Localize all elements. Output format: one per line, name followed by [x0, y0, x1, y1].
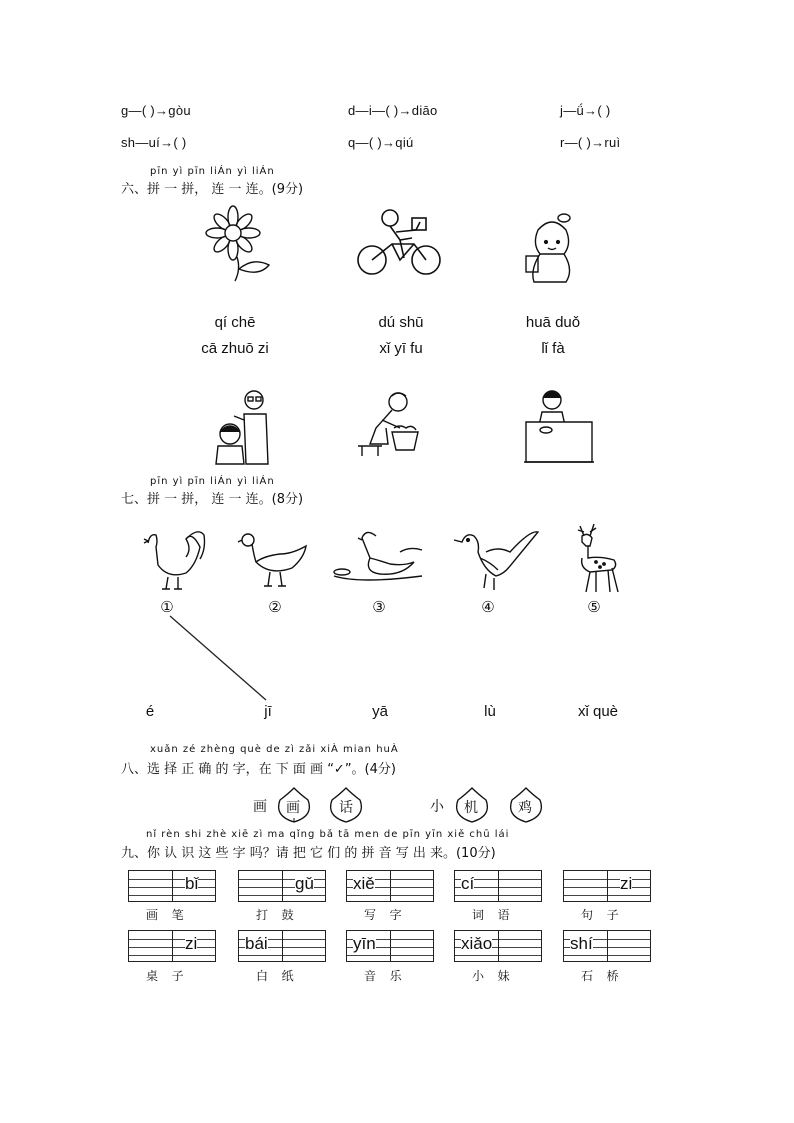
section6-pinyin-lifa: lǐ fà	[541, 340, 565, 357]
sequence-d: d—i—( )→diāo	[348, 103, 438, 118]
sequence-q: q—( )→qiú	[348, 135, 414, 150]
number-1: ①	[160, 598, 174, 616]
pinyin-grid[interactable]	[128, 930, 216, 962]
grid-divider	[172, 871, 173, 901]
given-pinyin: xiě	[353, 874, 375, 893]
answer-xique: xǐ què	[577, 703, 619, 720]
sequence-sh: sh—uí→( )	[121, 135, 187, 150]
given-pinyin: zi	[620, 874, 633, 893]
group1-lead-char: 画	[253, 799, 267, 815]
pinyin-grid[interactable]	[346, 870, 434, 902]
pinyin-grid[interactable]	[563, 870, 651, 902]
section9-pinyin: nǐ rèn shi zhè xiē zì ma qǐng bǎ tā men de pīn yīn xiě chū lái	[146, 829, 510, 840]
given-pinyin: yīn	[353, 934, 376, 953]
answer-lu: lù	[484, 703, 496, 720]
number-2: ②	[268, 598, 282, 616]
word-label: 写 字	[364, 908, 404, 922]
grid-divider	[282, 871, 283, 901]
sequence-g: g—( )→gòu	[121, 103, 191, 118]
given-pinyin: gǔ	[295, 874, 314, 893]
answer-e: é	[145, 703, 155, 720]
word-label: 小 妹	[472, 969, 512, 983]
given-pinyin: xiǎo	[461, 934, 493, 953]
section7-pinyin: pīn yì pīn liÁn yì liÁn	[150, 476, 275, 487]
word-label: 桌 子	[146, 969, 186, 983]
pinyin-grid[interactable]	[128, 870, 216, 902]
grid-divider	[607, 871, 608, 901]
grid-divider	[172, 931, 173, 961]
group2-option-2[interactable]: 鸡	[518, 800, 532, 816]
number-4: ④	[481, 598, 495, 616]
number-5: ⑤	[587, 598, 601, 616]
answer-ya: yā	[372, 703, 388, 720]
sequence-j: j—ǘ→( )	[560, 103, 611, 118]
given-pinyin: bǐ	[185, 874, 199, 893]
grid-divider	[498, 931, 499, 961]
section7-title: 七、拼 一 拼， 连 一 连。(8分)	[121, 492, 304, 507]
pinyin-grid[interactable]	[454, 930, 542, 962]
pinyin-grid[interactable]	[238, 930, 326, 962]
grid-divider	[607, 931, 608, 961]
grid-divider	[390, 931, 391, 961]
pinyin-grid[interactable]	[346, 930, 434, 962]
word-label: 石 桥	[581, 969, 621, 983]
word-label: 词 语	[472, 908, 512, 922]
word-label: 白 纸	[256, 969, 296, 983]
pinyin-grid[interactable]	[454, 870, 542, 902]
group1-option-1[interactable]: 画	[286, 800, 300, 816]
grid-divider	[282, 931, 283, 961]
section6-pinyin-xiyifu: xǐ yī fu	[379, 340, 423, 357]
word-label: 音 乐	[364, 969, 404, 983]
section8-pinyin: xuǎn zé zhèng què de zì zǎi xiÀ mian huÀ	[150, 744, 399, 755]
sequence-r: r—( )→ruì	[560, 135, 621, 150]
grid-divider	[498, 871, 499, 901]
pinyin-grid[interactable]	[238, 870, 326, 902]
answer-ji: jī	[264, 703, 272, 720]
section6-pinyin-qiche: qí chē	[214, 314, 256, 331]
section8-title: 八、选 择 正 确 的 字，在 下 面 画 “✓”。(4分)	[121, 762, 396, 777]
word-label: 打 鼓	[256, 908, 296, 922]
given-pinyin: shí	[570, 934, 593, 953]
number-3: ③	[372, 598, 386, 616]
given-pinyin: cí	[461, 874, 475, 893]
group1-option-2[interactable]: 话	[339, 800, 353, 816]
group2-lead-char: 小	[430, 799, 444, 815]
section6-pinyin-cazhuozi: cā zhuō zi	[201, 340, 269, 357]
pinyin-grid[interactable]	[563, 930, 651, 962]
section6-title: 六、拼 一 拼， 连 一 连。(9分)	[121, 182, 304, 197]
word-label: 句 子	[581, 908, 621, 922]
section9-title: 九、你 认 识 这 些 字 吗？请 把 它 们 的 拼 音 写 出 来。(10分)	[121, 846, 496, 861]
word-label: 画 笔	[146, 908, 186, 922]
section6-pinyin-dushu: dú shū	[378, 314, 424, 331]
group2-option-1[interactable]: 机	[464, 800, 478, 816]
given-pinyin: zi	[185, 934, 198, 953]
section6-pinyin: pīn yì pīn liÁn yì liÁn	[150, 166, 275, 177]
given-pinyin: bái	[245, 934, 268, 953]
section6-pinyin-huaduo: huā duǒ	[525, 314, 581, 331]
grid-divider	[390, 871, 391, 901]
